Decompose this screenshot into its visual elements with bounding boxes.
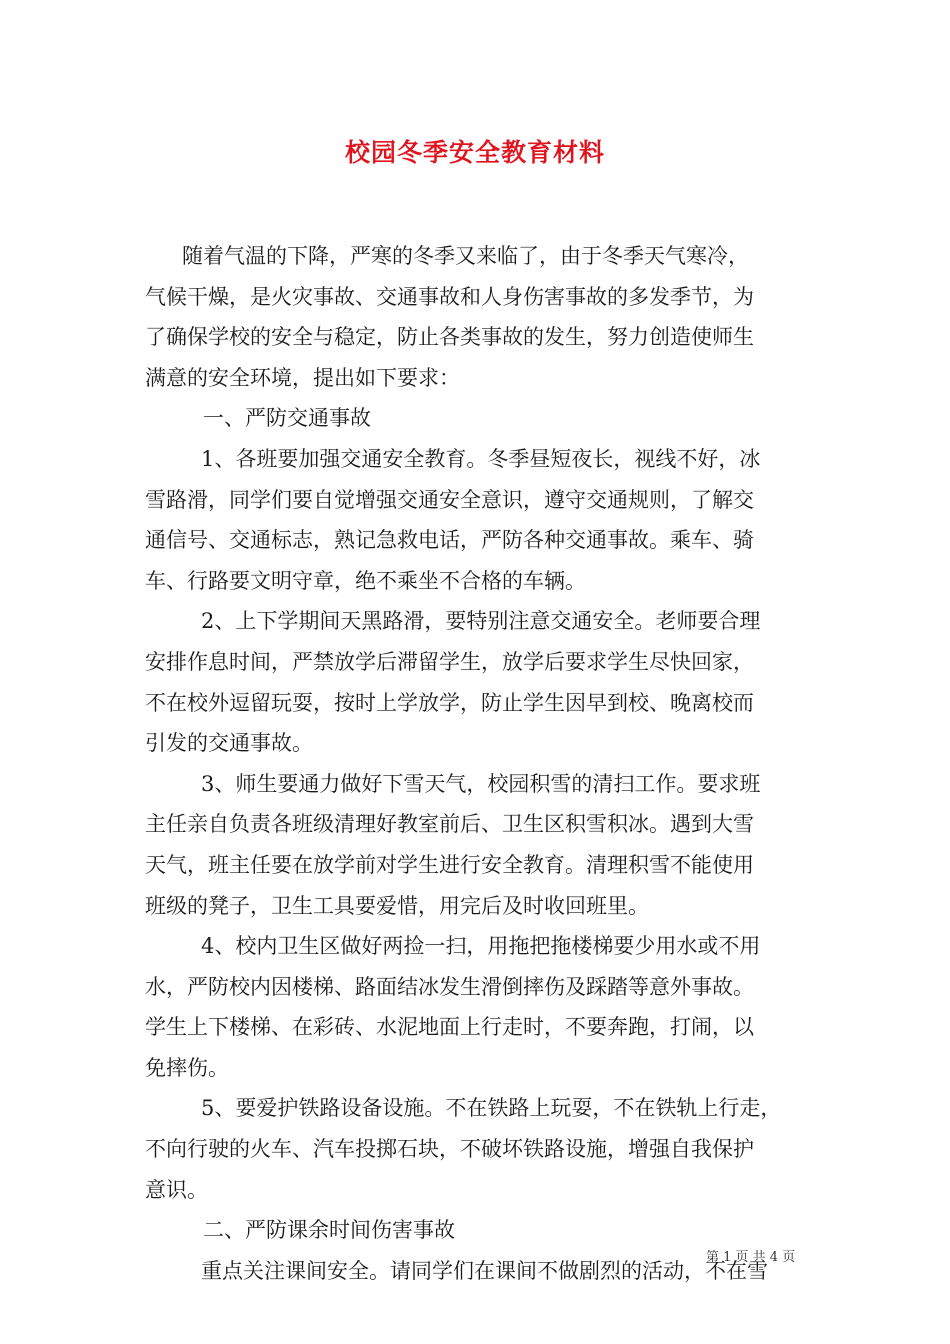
document-body (145, 236, 815, 1291)
paragraph-line: 不在校外逗留玩耍，按时上学放学，防止学生因早到校、晚离校而 (145, 690, 754, 715)
paragraph-line: 天气，班主任要在放学前对学生进行安全教育。清理积雪不能使用 (145, 852, 754, 877)
paragraph-line: 免摔伤。 (145, 1055, 229, 1080)
paragraph-line: 主任亲自负责各班级清理好教室前后、卫生区积雪积冰。遇到大雪 (145, 812, 754, 837)
paragraph-line: 1、各班要加强交通安全教育。冬季昼短夜长，视线不好，冰 (201, 446, 761, 471)
paragraph-line: 意识。 (145, 1177, 208, 1202)
paragraph-line: 气候干燥，是火灾事故、交通事故和人身伤害事故的多发季节，为 (145, 284, 754, 309)
paragraph-line: 4、校内卫生区做好两捡一扫，用拖把拖楼梯要少用水或不用 (201, 934, 761, 959)
paragraph-line: 安排作息时间，严禁放学后滞留学生，放学后要求学生尽快回家， (145, 649, 754, 674)
paragraph-line: 5、要爱护铁路设备设施。不在铁路上玩耍，不在铁轨上行走， (201, 1096, 782, 1121)
paragraph-line: 雪路滑，同学们要自觉增强交通安全意识，遵守交通规则，了解交 (145, 487, 754, 512)
paragraph-line: 不向行驶的火车、汽车投掷石块，不破坏铁路设施，增强自我保护 (145, 1137, 754, 1162)
paragraph-line: 通信号、交通标志，熟记急救电话，严防各种交通事故。乘车、骑 (145, 528, 754, 553)
paragraph-line: 水，严防校内因楼梯、路面结冰发生滑倒摔伤及踩踏等意外事故。 (145, 974, 754, 999)
page-number: 第 1 页 共 4 页 (706, 1250, 796, 1265)
paragraph-line: 3、师生要通力做好下雪天气，校园积雪的清扫工作。要求班 (201, 771, 761, 796)
section-heading: 一、严防交通事故 (203, 406, 371, 431)
paragraph-line: 学生上下楼梯、在彩砖、水泥地面上行走时，不要奔跑，打闹，以 (145, 1015, 754, 1040)
paragraph-line: 随着气温的下降，严寒的冬季又来临了，由于冬季天气寒冷， (182, 244, 749, 268)
paragraph-line: 重点关注课间安全。请同学们在课间不做剧烈的活动，不在雪 (201, 1258, 768, 1283)
paragraph-line: 班级的凳子，卫生工具要爱惜，用完后及时收回班里。 (145, 893, 649, 918)
paragraph-line: 了确保学校的安全与稳定，防止各类事故的发生，努力创造使师生 (145, 325, 754, 350)
paragraph-line: 2、上下学期间天黑路滑，要特别注意交通安全。老师要合理 (201, 609, 761, 634)
paragraph-line: 引发的交通事故。 (145, 731, 313, 756)
paragraph-line: 满意的安全环境，提出如下要求： (145, 365, 460, 390)
section-heading: 二、严防课余时间伤害事故 (203, 1218, 455, 1243)
paragraph-line: 车、行路要文明守章，绝不乘坐不合格的车辆。 (145, 568, 586, 593)
document-title: 校园冬季安全教育材料 (344, 138, 605, 167)
